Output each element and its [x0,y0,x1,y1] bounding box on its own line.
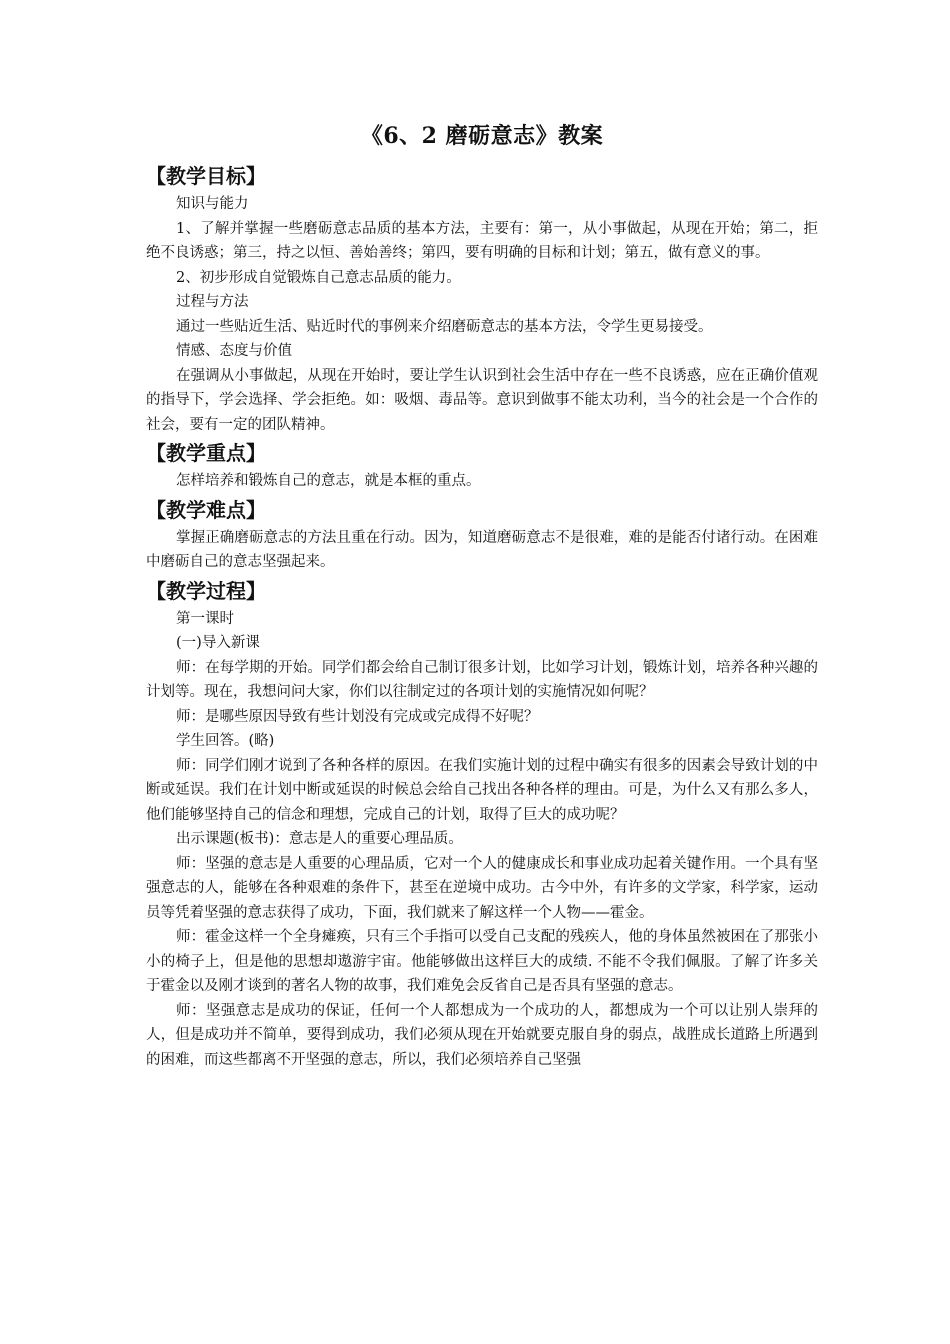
paragraph: 1、了解并掌握一些磨砺意志品质的基本方法，主要有：第一，从小事做起，从现在开始；第二，拒绝不良诱惑；第三，持之以恒、善始善终；第四，要有明确的目标和计划；第五，做有意义的事。 [146,220,818,261]
document-page [146,118,818,1072]
paragraph: 学生回答。(略) [176,733,275,749]
paragraph: (一)导入新课 [176,635,260,651]
paragraph: 出示课题(板书)：意志是人的重要心理品质。 [176,831,463,847]
paragraph: 师：坚强意志是成功的保证，任何一个人都想成为一个成功的人，都想成为一个可以让别人崇拜的人，但是成功并不简单，要得到成功，我们必须从现在开始就要克服自身的弱点，战胜成长道路上所遇到的困难，而这些都离不开坚强的意志，所以，我们必须培养自己坚强 [146,1002,818,1068]
section-teaching-process [146,575,818,1073]
section-heading: 【教学重点】 [146,441,266,465]
paragraph: 第一课时 [176,610,234,627]
paragraph: 师：在每学期的开始。同学们都会给自己制订很多计划，比如学习计划，锻炼计划，培养各种兴趣的计划等。现在，我想问问大家，你们以往制定过的各项计划的实施情况如何呢？ [146,659,818,700]
paragraph: 师：是哪些原因导致有些计划没有完成或完成得不好呢？ [176,708,539,725]
paragraph: 掌握正确磨砺意志的方法且重在行动。因为，知道磨砺意志不是很难，难的是能否付诸行动。在困难中磨砺自己的意志坚强起来。 [146,529,818,570]
paragraph: 情感、态度与价值 [176,343,292,359]
document-title: 《6、2 磨砺意志》教案 [360,123,604,149]
paragraph: 过程与方法 [176,294,249,310]
paragraph: 在强调从小事做起，从现在开始时，要让学生认识到社会生活中存在一些不良诱惑，应在正确价值观的指导下，学会选择、学会拒绝。如：吸烟、毒品等。意识到做事不能太功利，当今的社会是一个合作的社会，要有一定的团队精神。 [146,367,818,433]
section-teaching-goals [146,160,818,437]
paragraph: 怎样培养和锻炼自己的意志，就是本框的重点。 [176,473,481,489]
section-heading: 【教学目标】 [146,164,266,188]
section-teaching-difficulties [146,494,818,575]
paragraph: 师：霍金这样一个全身瘫痪，只有三个手指可以受自己支配的残疾人，他的身体虽然被困在了那张小小的椅子上，但是他的思想却遨游宇宙。他能够做出这样巨大的成绩. 不能不令我们佩服。了解了许多关于霍金以及刚才谈到的著名人物的故事，我们难免会反省自己是否具有坚强的意志。 [146,929,818,994]
section-teaching-key-points [146,437,818,494]
paragraph: 师：同学们刚才说到了各种各样的原因。在我们实施计划的过程中确实有很多的因素会导致计划的中断或延误。我们在计划中断或延误的时候总会给自己找出各种各样的理由。可是，为什么又有那么多人，他们能够坚持自己的信念和理想，完成自己的计划，取得了巨大的成功呢？ [146,757,818,823]
section-heading: 【教学过程】 [146,578,266,603]
paragraph: 2、初步形成自觉锻炼自己意志品质的能力。 [176,269,461,286]
section-heading: 【教学难点】 [146,497,266,522]
paragraph: 师：坚强的意志是人重要的心理品质，它对一个人的健康成长和事业成功起着关键作用。一个具有坚强意志的人，能够在各种艰难的条件下，甚至在逆境中成功。古今中外，有许多的文学家，科学家，运动员等凭着坚强的意志获得了成功，下面，我们就来了解这样一个人物——霍金。 [146,855,818,921]
paragraph: 通过一些贴近生活、贴近时代的事例来介绍磨砺意志的基本方法，令学生更易接受。 [176,318,713,335]
paragraph: 知识与能力 [176,196,249,212]
